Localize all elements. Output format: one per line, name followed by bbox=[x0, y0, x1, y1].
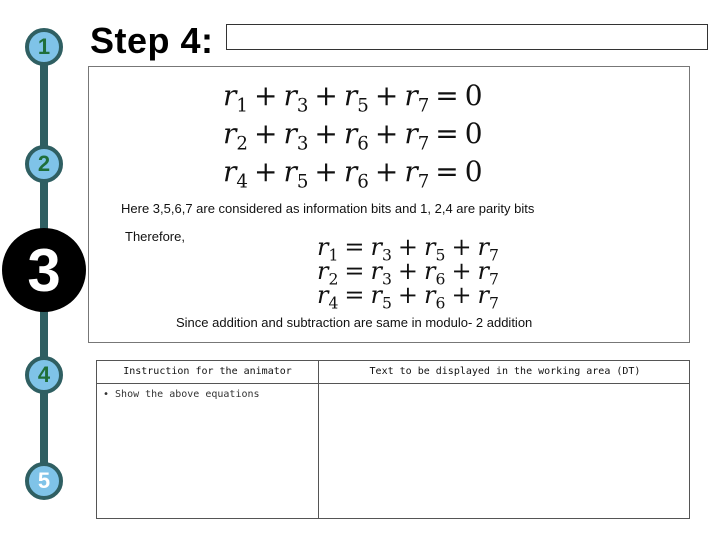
step-3-circle-active[interactable] bbox=[2, 228, 86, 312]
step-1-label: 1 bbox=[37, 34, 51, 59]
animator-instruction-header: Instruction for the animator bbox=[123, 366, 292, 377]
step-1-circle[interactable] bbox=[25, 28, 63, 66]
modulo-note: Since addition and subtraction are same in modulo- 2 addition bbox=[176, 315, 533, 330]
equation-row: $r_2 = r_3 + r_6 + r_7$ bbox=[317, 257, 499, 289]
instruction-table bbox=[96, 360, 690, 519]
equation-row: $r_4 = r_5 + r_6 + r_7$ bbox=[317, 281, 499, 313]
equation-row: $r_1 = r_3 + r_5 + r_7$ bbox=[317, 233, 499, 265]
parity-note: Here 3,5,6,7 are considered as information bits and 1, 2,4 are parity bits bbox=[121, 201, 535, 216]
step-4-circle[interactable] bbox=[25, 356, 63, 394]
equation-row: $r_4 + r_5 + r_6 + r_7 = 0$ bbox=[223, 155, 483, 193]
step-4-label: 4 bbox=[37, 362, 51, 387]
step-title-input[interactable] bbox=[226, 24, 708, 50]
equation-row: $r_1 + r_3 + r_5 + r_7 = 0$ bbox=[223, 79, 483, 117]
instruction-item: • Show the above equations bbox=[103, 389, 260, 400]
step-3-label: 3 bbox=[27, 236, 61, 304]
equation-row: $r_2 + r_3 + r_6 + r_7 = 0$ bbox=[223, 117, 483, 155]
step-2-label: 2 bbox=[37, 151, 51, 176]
step-2-circle[interactable] bbox=[25, 145, 63, 183]
therefore-text: Therefore, bbox=[125, 229, 185, 244]
step-title: Step 4: bbox=[90, 20, 214, 61]
header-divider bbox=[97, 383, 689, 384]
working-area bbox=[88, 66, 690, 343]
step-5-circle[interactable] bbox=[25, 462, 63, 500]
step-5-label: 5 bbox=[37, 468, 51, 493]
display-text-header: Text to be displayed in the working area (DT) bbox=[369, 366, 641, 377]
column-divider bbox=[318, 361, 319, 518]
